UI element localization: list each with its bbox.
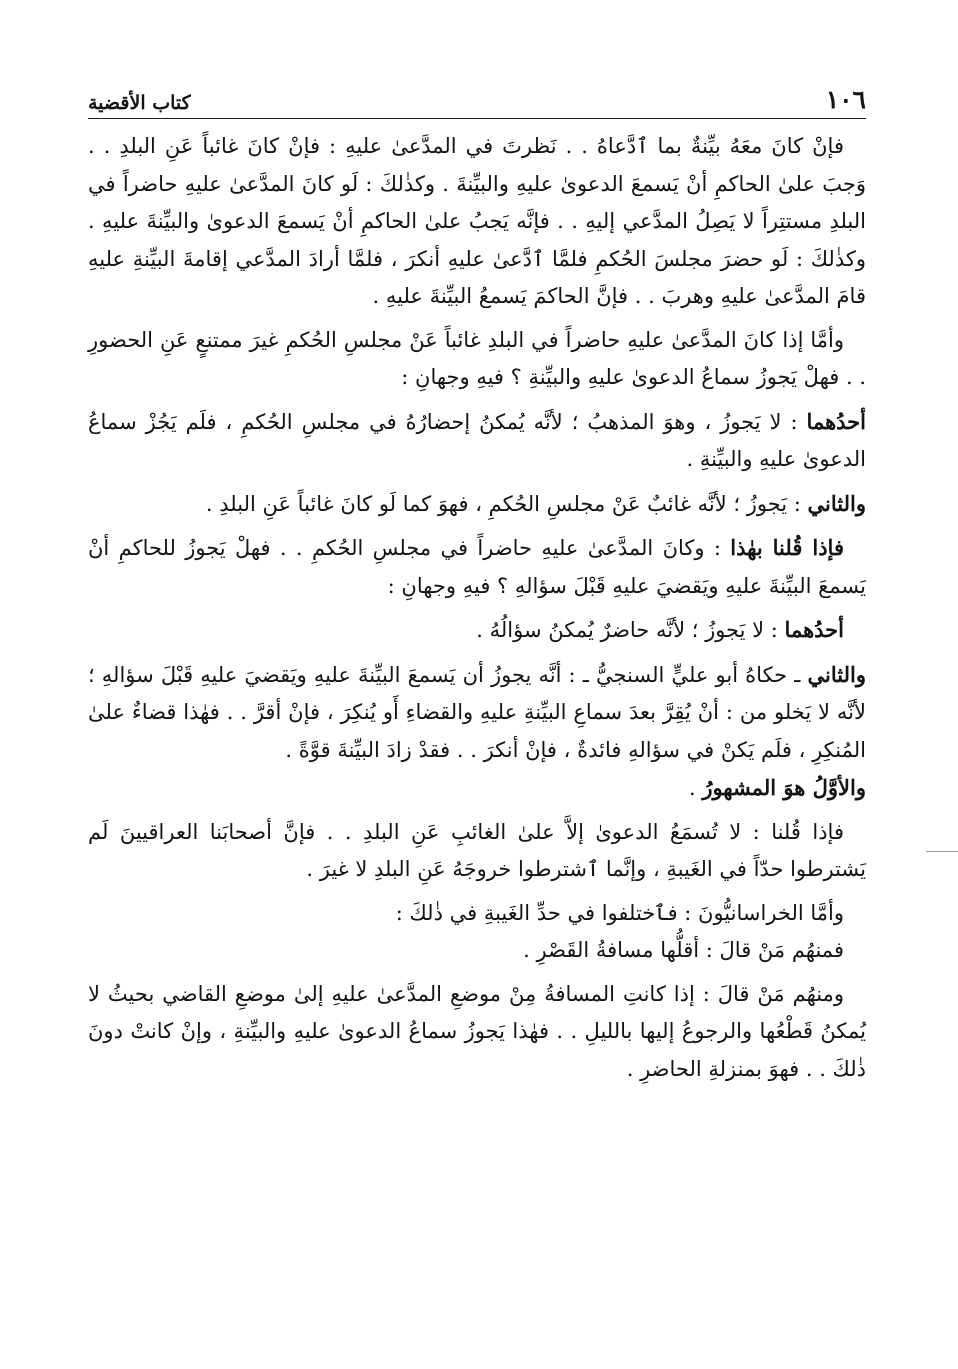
paragraph-text: فإذا قُلنا : لا تُسمَعُ الدعوىٰ إلاَّ علىٰ الغائبِ عَنِ البلدِ . . فإنَّ أصحابَنا العراقيينَ لَم يَشترطوا حدّاً في الغَيبةِ ، وإنَّما ٱشترطوا خروجَهُ عَنِ البلدِ لا غيرَ .: [88, 819, 866, 881]
paragraph-text: فمنهُم مَنْ قالَ : أقلُّها مسافةُ القَصْرِ .: [523, 938, 844, 962]
paragraph: [88, 769, 866, 808]
paragraph: [88, 976, 866, 1089]
running-title: كتاب الأقضية: [88, 92, 191, 114]
paragraph-text: ـ حكاهُ أبو عليٍّ السنجيُّ ـ : أنَّه يجوزُ أن يَسمعَ البيِّنةَ عليهِ ويَقضيَ عليهِ قَبْلَ سؤالهِ ؛ لأنَّه لا يَخلو من : أنْ يُقِرَّ بعدَ سماعِ البيِّنةِ عليهِ والقضاءِ أَو يُنكِرَ ، فإنْ أقرَّ . . فهٰذا قضاءٌ علىٰ المُنكِرِ ، فلَم يَكنْ في سؤالهِ فائدةٌ ، فإنْ أنكرَ . . فقدْ زادَ البيِّنةَ قوَّةً .: [88, 662, 866, 762]
paragraph: [88, 932, 866, 970]
paragraph: [88, 895, 866, 933]
paragraph: [88, 814, 866, 889]
page-body: [88, 128, 866, 1094]
paragraph: [88, 611, 866, 650]
paragraph-text: .: [688, 776, 696, 800]
paragraph: [88, 403, 866, 479]
paragraph-text: ومنهُم مَنْ قالَ : إذا كانتِ المسافةُ مِنْ موضعِ المدَّعىٰ عليهِ إلىٰ موضعِ القاضي بحيثُ لا يُمكنُ قَطْعُها والرجوعُ إليها بالليلِ . . فهٰذا يَجوزُ سماعُ الدعوىٰ عليهِ والبيِّنةِ ، وإنْ كانتْ دونَ ذٰلكَ . . فهوَ بمنزلةِ الحاضرِ .: [88, 981, 866, 1081]
paragraph: [88, 322, 866, 397]
paragraph: [88, 485, 866, 524]
paragraph: [88, 529, 866, 605]
paragraph-lead: أحدُهما: [784, 617, 844, 642]
paragraph-text: : يَجوزُ ؛ لأنَّه غائبٌ عَنْ مجلسِ الحُكمِ ، فهوَ كما لَو كانَ غائباً عَنِ البلدِ .: [205, 491, 801, 516]
header-rule: [88, 118, 866, 119]
paragraph-text: : وكانَ المدَّعىٰ عليهِ حاضراً في مجلسِ الحُكمِ . . فهلْ يَجوزُ للحاكمِ أنْ يَسمعَ البيِّنةَ عليهِ ويَقضيَ عليهِ قَبْلَ سؤالهِ ؟ فيهِ وجهانِ :: [88, 536, 866, 598]
paragraph-text: : لا يَجوزُ ؛ لأنَّه حاضرٌ يُمكنُ سؤالُهُ .: [476, 618, 778, 642]
paragraph: [88, 128, 866, 316]
paragraph-text: وأمَّا الخراسانيُّونَ : فٱختلفوا في حدِّ الغَيبةِ في ذٰلكَ :: [395, 900, 844, 925]
paragraph-text: فإنْ كانَ معَهُ بيِّنةٌ بما ٱدَّعاهُ . . نَظرتَ في المدَّعىٰ عليهِ : فإنْ كانَ غائباً عَنِ البلدِ . . وَجبَ علىٰ الحاكمِ أنْ يَسمعَ الدعوىٰ عليهِ والبيِّنةَ . وكذٰلكَ : لَو كانَ المدَّعىٰ عليهِ حاضراً في البلدِ مستتِراً لا يَصِلُ المدَّعي إليهِ . . فإنَّه يَجبُ علىٰ الحاكمِ أنْ يَسمعَ الدعوىٰ والبيِّنةَ عليهِ . وكذٰلكَ : لَو حضرَ مجلسَ الحُكمِ فلمَّا ٱدَّعىٰ عليهِ أنكرَ ، فلمَّا أرادَ المدَّعي إقامةَ البيِّنةِ عليهِ قامَ المدَّعىٰ عليهِ وهربَ . . فإنَّ الحاكمَ يَسمعُ البيِّنةَ عليهِ .: [88, 134, 866, 308]
page-number: ١٠٦: [825, 85, 866, 114]
paragraph-lead: فإذا قُلنا بهٰذا: [730, 535, 844, 560]
paragraph-text: : لا يَجوزُ ، وهوَ المذهبُ ؛ لأنَّه يُمكنُ إحضارُهُ في مجلسِ الحُكمِ ، فلَم يَجُزْ سماعُ الدعوىٰ عليهِ والبيِّنةِ .: [88, 409, 866, 471]
paragraph-lead: والثاني: [807, 661, 866, 687]
margin-mark: [926, 851, 958, 852]
paragraph-lead: والثاني: [807, 490, 866, 516]
paragraph-lead: أحدُهما: [806, 408, 866, 434]
paragraph-lead: والأوَّلُ هوَ المشهورُ: [702, 775, 866, 800]
paragraph-text: وأمَّا إذا كانَ المدَّعىٰ عليهِ حاضراً في البلدِ غائباً عَنْ مجلسِ الحُكمِ غيرَ ممتنعٍ عَنِ الحضورِ . . فهلْ يَجوزُ سماعُ الدعوىٰ عليهِ والبيِّنةِ ؟ فيهِ وجهانِ :: [88, 327, 866, 389]
page-header: [88, 78, 866, 114]
paragraph: [88, 656, 866, 770]
